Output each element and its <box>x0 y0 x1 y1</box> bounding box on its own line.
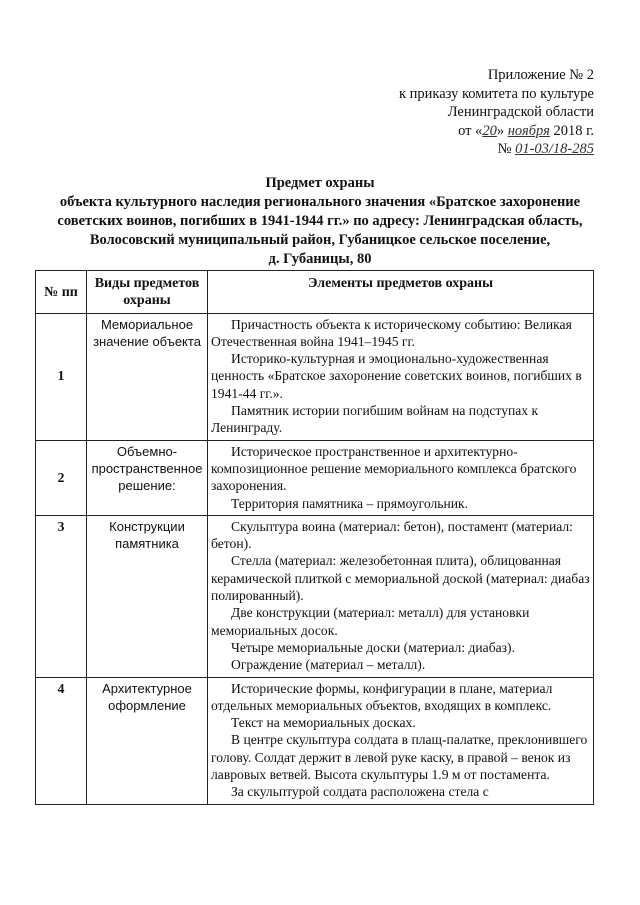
element-text: Стелла (материал: железобетонная плита), облицованная керамической плиткой с мемориальной доской (материал: диабаз полированный). <box>211 553 590 604</box>
table-row <box>36 677 594 804</box>
title-line-1: Предмет охраны <box>265 175 375 191</box>
element-text: Четыре мемориальные доски (материал: диабаз). <box>231 639 515 655</box>
document-header <box>399 66 594 159</box>
header-number: № пп <box>36 271 87 314</box>
order-date: от «20» ноября 2018 г. <box>458 122 594 139</box>
row-number: 3 <box>36 515 87 677</box>
title-line-2: объекта культурного наследия регионального значения «Братское захоронение <box>59 194 581 210</box>
row-kind: Объемно-пространственное решение: <box>87 440 208 515</box>
handwritten-day: 20 <box>482 122 497 139</box>
table-row <box>36 313 594 440</box>
title-line-5: д. Губаницы, 80 <box>268 251 372 267</box>
title-line-4: Волосовский муниципальный район, Губаницкое сельское поселение, <box>89 232 551 248</box>
element-text: Историческое пространственное и архитектурно-композиционное решение мемориального комплекса братского захоронения. <box>211 443 577 494</box>
row-number: 2 <box>36 440 87 515</box>
row-kind: Конструкции памятника <box>87 515 208 677</box>
element-text: В центре скульптура солдата в плащ-палатке, преклонившего голову. Солдат держит в левой руке каску, в правой – венок из лавровых ветвей. Высота скульптуры 1.9 м от постамента. <box>211 732 588 783</box>
element-text: Скульптура воина (материал: бетон), постамент (материал: бетон). <box>211 518 573 552</box>
element-text: Две конструкции (материал: металл) для установки мемориальных досок. <box>211 605 530 638</box>
element-text: Памятник истории погибшим войнам на подступах к Ленинграду. <box>211 403 539 436</box>
order-reference: к приказу комитета по культуре <box>398 85 594 102</box>
header-elements: Элементы предметов охраны <box>208 271 594 314</box>
table-row <box>36 440 594 515</box>
row-number: 1 <box>36 313 87 440</box>
handwritten-month: ноября <box>507 122 550 139</box>
row-number: 4 <box>36 677 87 804</box>
row-elements <box>208 313 594 440</box>
element-text: Историко-культурная и эмоционально-художественная ценность «Братское захоронение советских воинов, погибших в 1941-44 гг.». <box>211 351 582 401</box>
row-kind: Архитектурное оформление <box>87 677 208 804</box>
element-text: Текст на мемориальных досках. <box>231 715 416 731</box>
table-row <box>36 515 594 677</box>
protection-table <box>35 270 594 805</box>
element-text: Территория памятника – прямоугольник. <box>231 495 469 511</box>
element-text: Причастность объекта к историческому событию: Великая Отечественная война 1941–1945 гг. <box>211 316 572 349</box>
element-text: Ограждение (материал – металл). <box>231 657 426 673</box>
element-text: За скульптурой солдата расположена стела с <box>231 784 489 800</box>
appendix-label: Приложение № 2 <box>487 67 594 83</box>
row-kind: Мемориальное значение объекта <box>87 313 208 440</box>
row-elements <box>208 677 594 804</box>
title-line-3: советских воинов, погибших в 1941-1944 гг.» по адресу: Ленинградская область, <box>57 213 583 229</box>
element-text: Исторические формы, конфигурации в плане, материал отдельных мемориальных объектов, входящих в комплекс. <box>211 680 553 713</box>
table-header-row <box>36 271 594 314</box>
row-elements <box>208 515 594 677</box>
row-elements <box>208 440 594 515</box>
document-title <box>34 174 606 269</box>
header-kind: Виды предметов охраны <box>87 271 208 314</box>
handwritten-number: 01-03/18-285 <box>515 141 594 157</box>
order-number: № 01-03/18-285 <box>497 141 594 157</box>
committee-region: Ленинградской области <box>447 104 594 120</box>
